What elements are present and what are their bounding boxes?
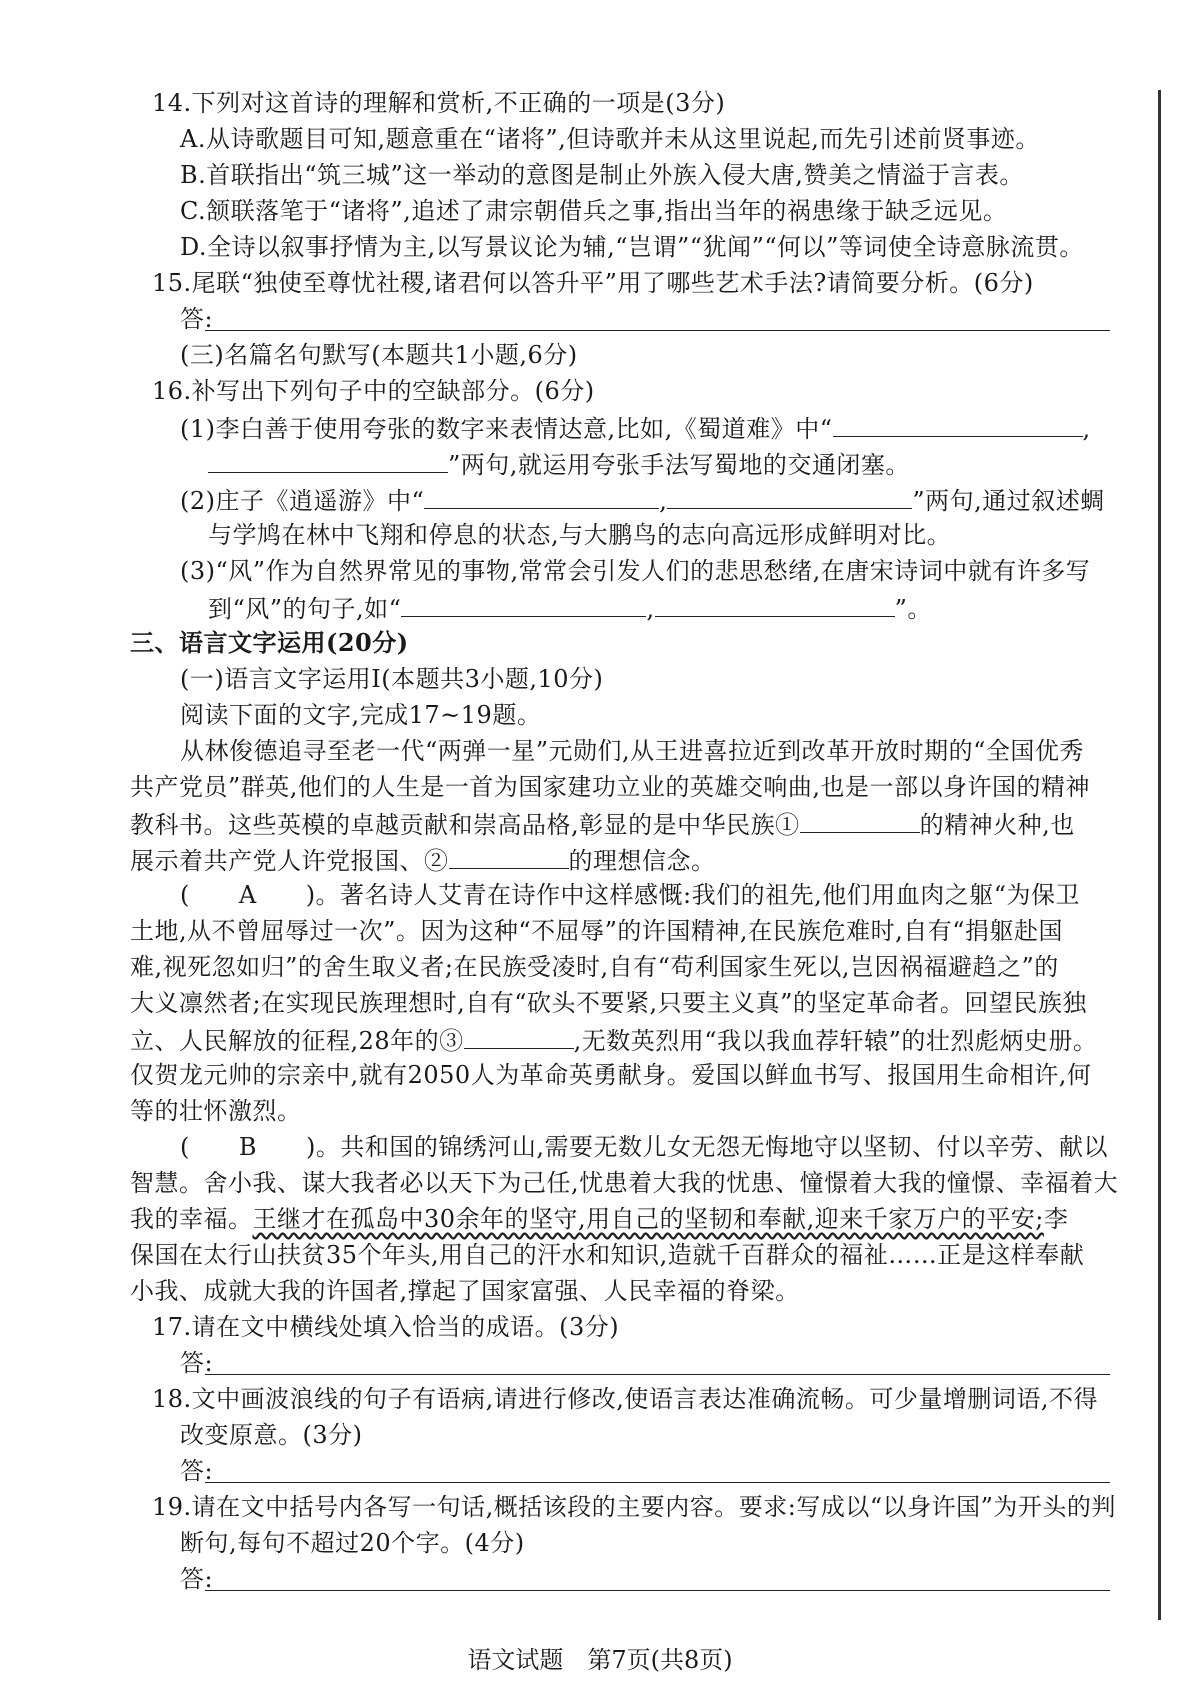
q16-part1-end: ”两句,就运用夸张手法写蜀地的交通闭塞。 <box>448 451 910 479</box>
q16-part1-comma: , <box>1082 415 1091 443</box>
passage1-p2-line5 <box>130 1024 1097 1056</box>
q16-part2-comma: , <box>659 487 668 515</box>
passage1-p2-line1: ( A )。著名诗人艾青在诗作中这样感慨:我们的祖先,他们用血肉之躯“为保卫 <box>180 881 1081 909</box>
q16-part3-comma: , <box>646 595 655 623</box>
passage1-p1-line2: 共产党员”群英,他们的人生是一首为国家建功立业的英雄交响曲,也是一部以身许国的精神 <box>130 773 1091 801</box>
q19-stem-line1: 19.请在文中括号内各写一句话,概括该段的主要内容。要求:写成以“以身许国”为开头的判 <box>152 1493 1116 1521</box>
passage1-p3-line3 <box>130 1204 1068 1234</box>
passage1-p3-line5: 小我、成就大我的许国者,撑起了国家富强、人民幸福的脊梁。 <box>130 1277 800 1305</box>
passage1-p2-line5-text: 立、人民解放的征程,28年的③ <box>130 1027 464 1055</box>
q14-option-b: B.首联指出“筑三城”这一举动的意图是制止外族入侵大唐,赞美之情溢于言表。 <box>180 161 1024 189</box>
q18-stem-line2: 改变原意。(3分) <box>180 1421 363 1449</box>
section3-read1: 阅读下面的文字,完成17~19题。 <box>180 701 542 729</box>
q16-part3-text: 到“风”的句子,如“ <box>208 595 402 623</box>
q17-stem: 17.请在文中横线处填入恰当的成语。(3分) <box>152 1313 620 1341</box>
passage1-p2-line2: 土地,从不曾屈辱过一次”。因为这种“不屈辱”的许国精神,在民族危难时,自有“捐躯赴国 <box>130 917 1063 945</box>
q15-answer-label: 答: <box>180 305 214 333</box>
q18-answer-label: 答: <box>180 1457 214 1485</box>
page-footer <box>0 1640 1200 1675</box>
q17-answer-line[interactable] <box>205 1374 1110 1375</box>
section3-sub1: (一)语言文字运用Ⅰ(本题共3小题,10分) <box>180 665 604 693</box>
q18-stem-line1: 18.文中画波浪线的句子有语病,请进行修改,使语言表达准确流畅。可少量增删词语,不得 <box>152 1385 1099 1413</box>
passage1-p1-line1: 从林俊德追寻至老一代“两弹一星”元勋们,从王进喜拉近到改革开放时期的“全国优秀 <box>180 737 1084 765</box>
passage1-p1-line4-end: 的理想信念。 <box>568 847 716 875</box>
passage1-p1-line3 <box>130 808 1075 840</box>
section-recite-title: (三)名篇名句默写(本题共1小题,6分) <box>180 341 578 369</box>
q17-answer-label: 答: <box>180 1349 214 1377</box>
passage1-blank-2[interactable] <box>449 844 569 869</box>
passage1-p2-line5-end: ,无数英烈用“我以我血荐轩辕”的壮烈彪炳史册。 <box>573 1027 1098 1055</box>
q16-blank-5[interactable] <box>401 592 646 617</box>
q15-answer-line[interactable] <box>205 330 1110 331</box>
passage1-p3-line3-text: 我的幸福。 <box>130 1205 253 1233</box>
passage1-p1-line4-text: 展示着共产党人许党报国、② <box>130 847 449 875</box>
passage1-blank-1[interactable] <box>800 808 920 833</box>
q19-stem-line2: 断句,每句不超过20个字。(4分) <box>180 1529 525 1557</box>
passage1-p3-line2: 智慧。舍小我、谋大我者必以天下为己任,忧患着大我的忧患、憧憬着大我的憧憬、幸福着大 <box>130 1169 1119 1197</box>
q16-part1-line1 <box>180 412 1091 444</box>
q14-stem: 14.下列对这首诗的理解和赏析,不正确的一项是(3分) <box>152 89 726 117</box>
passage1-blank-3[interactable] <box>464 1024 574 1049</box>
q16-part2-end: ”两句,通过叙述蜩 <box>912 487 1105 515</box>
q16-part2-text: (2)庄子《逍遥游》中“ <box>180 487 425 515</box>
q14-option-c: C.颔联落笔于“诸将”,追述了肃宗朝借兵之事,指出当年的祸患缘于缺乏远见。 <box>180 197 1008 225</box>
passage1-p1-line3-text: 教科书。这些英模的卓越贡献和崇高品格,彰显的是中华民族① <box>130 811 800 839</box>
q16-blank-1[interactable] <box>833 412 1083 437</box>
q19-answer-line[interactable] <box>205 1590 1110 1591</box>
q14-option-a: A.从诗歌题目可知,题意重在“诸将”,但诗歌并未从这里说起,而先引述前贤事迹。 <box>180 125 1040 153</box>
q16-part2-line1 <box>180 484 1105 516</box>
wavy-underlined-sentence: 王继才在孤岛中30余年的坚守,用自己的坚韧和奉献,迎来千家万户的平安; <box>252 1205 1044 1233</box>
q16-blank-3[interactable] <box>424 484 659 509</box>
passage1-p1-line3-end: 的精神火种,也 <box>919 811 1075 839</box>
q16-stem: 16.补写出下列句子中的空缺部分。(6分) <box>152 377 595 405</box>
passage1-p1-line4 <box>130 844 716 876</box>
q19-answer-label: 答: <box>180 1565 214 1593</box>
q16-part2-line2: 与学鸠在林中飞翔和停息的状态,与大鹏鸟的志向高远形成鲜明对比。 <box>208 521 952 549</box>
section3-title: 三、语言文字运用(20分) <box>130 628 409 657</box>
passage1-p3-line1: ( B )。共和国的锦绣河山,需要无数儿女无怨无悔地守以坚韧、付以辛劳、献以 <box>180 1133 1108 1161</box>
q16-blank-2[interactable] <box>208 448 448 473</box>
q16-blank-4[interactable] <box>667 484 912 509</box>
passage1-p2-line4: 大义凛然者;在实现民族理想时,自有“砍头不要紧,只要主义真”的坚定革命者。回望民族独 <box>130 989 1087 1017</box>
q16-part1-line2 <box>208 448 910 480</box>
footer-subject: 语文试题 <box>467 1646 564 1674</box>
passage1-p3-line4: 保国在太行山扶贫35个年头,用自己的汗水和知识,造就千百群众的福祉……正是这样奉献 <box>130 1241 1085 1269</box>
q15-stem: 15.尾联“独使至尊忧社稷,诸君何以答升平”用了哪些艺术手法?请简要分析。(6分) <box>152 269 1034 297</box>
passage1-p2-line6: 仅贺龙元帅的宗亲中,就有2050人为革命英勇献身。爱国以鲜血书写、报国用生命相许,何 <box>130 1061 1092 1089</box>
q16-blank-6[interactable] <box>655 592 895 617</box>
q16-part1-text: (1)李白善于使用夸张的数字来表情达意,比如,《蜀道难》中“ <box>180 415 833 443</box>
passage1-p2-line3: 难,视死忽如归”的舍生取义者;在民族受凌时,自有“苟利国家生死以,岂因祸福避趋之”的 <box>130 953 1059 981</box>
passage1-p3-line3-end: 李 <box>1043 1205 1069 1233</box>
q18-answer-line[interactable] <box>205 1482 1110 1483</box>
passage1-p2-line7: 等的壮怀激烈。 <box>130 1097 302 1125</box>
q14-option-d: D.全诗以叙事抒情为主,以写景议论为辅,“岂谓”“犹闻”“何以”等词使全诗意脉流贯。 <box>180 233 1084 261</box>
footer-page-number: 第7页(共8页) <box>587 1646 733 1674</box>
page-edge-line <box>1158 90 1161 1620</box>
q16-part3-line1: (3)“风”作为自然界常见的事物,常常会引发人们的悲思愁绪,在唐宋诗词中就有许多写 <box>180 557 1091 585</box>
q16-part3-line2 <box>208 592 932 624</box>
q16-part3-end: ”。 <box>894 595 932 623</box>
